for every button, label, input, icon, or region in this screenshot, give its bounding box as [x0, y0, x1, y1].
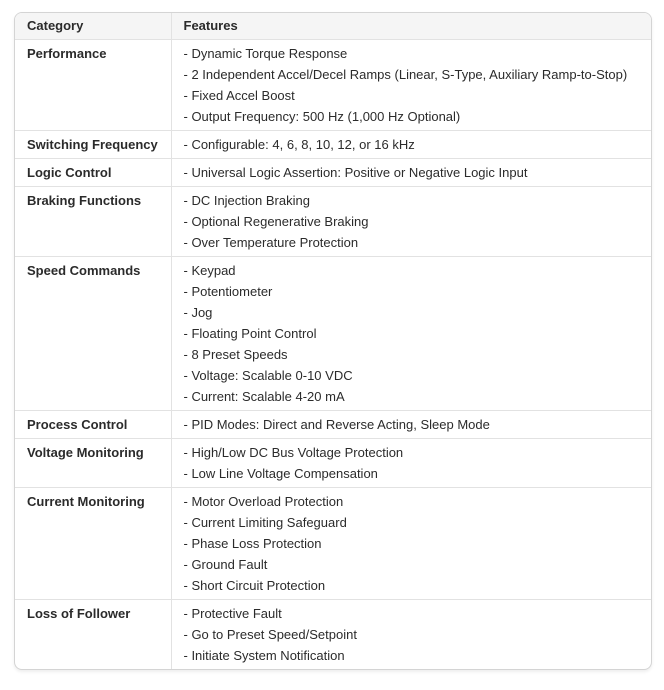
feature-item: - Voltage: Scalable 0-10 VDC — [183, 368, 353, 383]
features-cell — [171, 600, 651, 670]
table-row — [15, 488, 651, 600]
category-cell: Logic Control — [15, 159, 171, 187]
feature-item: - Motor Overload Protection — [183, 494, 344, 509]
feature-item: - Floating Point Control — [183, 326, 317, 341]
feature-item: - Current Limiting Safeguard — [183, 515, 347, 530]
feature-item: - Low Line Voltage Compensation — [183, 466, 378, 481]
feature-item: - Current: Scalable 4-20 mA — [183, 389, 345, 404]
table-row — [15, 411, 651, 439]
table-header-row — [15, 13, 651, 40]
table-body — [15, 40, 651, 670]
feature-item: - Over Temperature Protection — [183, 235, 359, 250]
feature-item: - 8 Preset Speeds — [183, 347, 288, 362]
feature-item: - Output Frequency: 500 Hz (1,000 Hz Optional) — [183, 109, 461, 124]
column-header-features: Features — [171, 13, 651, 40]
feature-item: - Jog — [183, 305, 213, 320]
feature-item: - Configurable: 4, 6, 8, 10, 12, or 16 kHz — [183, 137, 415, 152]
category-cell: Process Control — [15, 411, 171, 439]
feature-item: - Keypad — [183, 263, 236, 278]
feature-item: - Go to Preset Speed/Setpoint — [183, 627, 357, 642]
category-cell: Switching Frequency — [15, 131, 171, 159]
category-cell: Loss of Follower — [15, 600, 171, 670]
features-cell — [171, 131, 651, 159]
feature-item: - PID Modes: Direct and Reverse Acting, Sleep Mode — [183, 417, 490, 432]
category-cell: Braking Functions — [15, 187, 171, 257]
features-cell — [171, 488, 651, 600]
feature-item: - Fixed Accel Boost — [183, 88, 295, 103]
table-row — [15, 600, 651, 670]
table-row — [15, 187, 651, 257]
feature-item: - Initiate System Notification — [183, 648, 345, 663]
features-cell — [171, 159, 651, 187]
table-row — [15, 439, 651, 488]
feature-item: - 2 Independent Accel/Decel Ramps (Linear, S-Type, Auxiliary Ramp-to-Stop) — [183, 67, 628, 82]
column-header-category: Category — [15, 13, 171, 40]
category-cell: Voltage Monitoring — [15, 439, 171, 488]
features-table-card — [14, 12, 652, 670]
feature-item: - Universal Logic Assertion: Positive or Negative Logic Input — [183, 165, 528, 180]
table-row — [15, 40, 651, 131]
category-cell: Performance — [15, 40, 171, 131]
features-cell — [171, 257, 651, 411]
feature-item: - Optional Regenerative Braking — [183, 214, 369, 229]
features-table — [15, 13, 651, 669]
category-cell: Current Monitoring — [15, 488, 171, 600]
table-row — [15, 131, 651, 159]
features-cell — [171, 411, 651, 439]
features-cell — [171, 187, 651, 257]
feature-item: - Ground Fault — [183, 557, 268, 572]
feature-item: - Phase Loss Protection — [183, 536, 322, 551]
feature-item: - Potentiometer — [183, 284, 273, 299]
feature-item: - Dynamic Torque Response — [183, 46, 348, 61]
feature-item: - High/Low DC Bus Voltage Protection — [183, 445, 404, 460]
category-cell: Speed Commands — [15, 257, 171, 411]
feature-item: - DC Injection Braking — [183, 193, 310, 208]
features-cell — [171, 439, 651, 488]
feature-item: - Protective Fault — [183, 606, 282, 621]
table-row — [15, 257, 651, 411]
features-cell — [171, 40, 651, 131]
feature-item: - Short Circuit Protection — [183, 578, 326, 593]
table-row — [15, 159, 651, 187]
